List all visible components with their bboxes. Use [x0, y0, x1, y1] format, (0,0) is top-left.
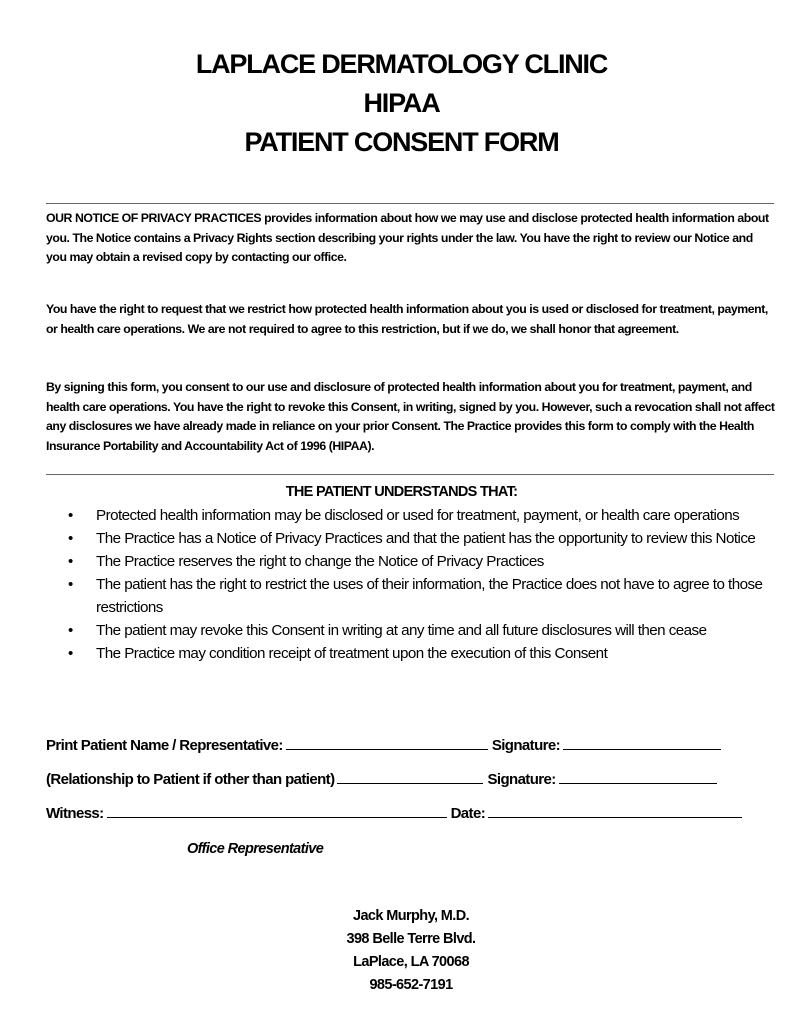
list-item	[46, 642, 781, 665]
office-representative-label: Office Representative	[187, 841, 324, 857]
list-item-text: The patient may revoke this Consent in writing at any time and all future disclosures will then cease	[96, 622, 707, 639]
privacy-notice-paragraph: OUR NOTICE OF PRIVACY PRACTICES provides information about how we may use and disclose protected health information about you. The Notice contains a Privacy Rights section describing your rights under the law. You have the right to review our Notice and you may obtain a revised copy by contacting our office.	[46, 211, 769, 264]
list-item-text: The Practice may condition receipt of treatment upon the execution of this Consent	[96, 645, 608, 662]
bullet-icon: •	[68, 553, 73, 570]
list-item	[46, 550, 781, 573]
date-label: Date:	[450, 805, 486, 822]
signature-field-2[interactable]	[559, 768, 717, 784]
list-item	[46, 573, 781, 619]
print-name-field[interactable]	[286, 734, 488, 750]
signature-field[interactable]	[563, 734, 721, 750]
form-subtitle: HIPAA	[363, 88, 440, 118]
list-item	[46, 527, 781, 550]
city-state-zip: LaPlace, LA 70068	[353, 954, 469, 970]
phone-number: 985-652-7191	[369, 977, 453, 993]
relationship-field[interactable]	[337, 768, 483, 784]
print-name-row	[46, 734, 725, 757]
list-item-text: Protected health information may be disclosed or used for treatment, payment, or health care operations	[96, 507, 740, 524]
understands-heading: THE PATIENT UNDERSTANDS THAT:	[285, 484, 518, 500]
witness-label: Witness:	[46, 805, 104, 822]
relationship-row	[46, 768, 721, 791]
list-item-text: The patient has the right to restrict the uses of their information, the Practice does not have to agree to those restrictions	[96, 576, 763, 616]
middle-divider	[46, 474, 774, 475]
signature-label: Signature:	[491, 737, 561, 754]
date-field[interactable]	[488, 802, 742, 818]
signature-label-2: Signature:	[487, 771, 556, 788]
top-divider	[46, 203, 774, 204]
bullet-icon: •	[68, 622, 73, 639]
doctor-name: Jack Murphy, M.D.	[352, 908, 470, 924]
clinic-name: LAPLACE DERMATOLOGY CLINIC	[195, 49, 608, 79]
print-name-label: Print Patient Name / Representative:	[46, 737, 283, 754]
bullet-icon: •	[68, 530, 73, 547]
relationship-label: (Relationship to Patient if other than patient)	[46, 771, 335, 788]
list-item	[46, 619, 781, 642]
form-title: PATIENT CONSENT FORM	[244, 127, 559, 157]
list-item-text: The Practice reserves the right to change the Notice of Privacy Practices	[96, 553, 544, 570]
witness-field[interactable]	[107, 802, 447, 818]
street-address: 398 Belle Terre Blvd.	[346, 931, 476, 947]
witness-row	[46, 802, 746, 825]
understands-list	[46, 504, 781, 665]
list-item-text: The Practice has a Notice of Privacy Practices and that the patient has the opportunity to review this Notice	[96, 530, 756, 547]
consent-paragraph: By signing this form, you consent to our use and disclosure of protected health information about you for treatment, payment, and health care operations. You have the right to revoke this Consent, in writing, signed by you. However, such a revocation shall not affect any disclosures we have already made in reliance on your prior Consent. The Practice provides this form to comply with the Health Insurance Portability and Accountability Act of 1996 (HIPAA).	[46, 380, 775, 453]
bullet-icon: •	[68, 576, 73, 593]
restriction-paragraph: You have the right to request that we restrict how protected health information about you is used or disclosed for treatment, payment, or health care operations. We are not required to agree to this restriction, but if we do, we shall honor that agreement.	[46, 302, 768, 336]
bullet-icon: •	[68, 645, 73, 662]
list-item	[46, 504, 781, 527]
bullet-icon: •	[68, 507, 73, 524]
